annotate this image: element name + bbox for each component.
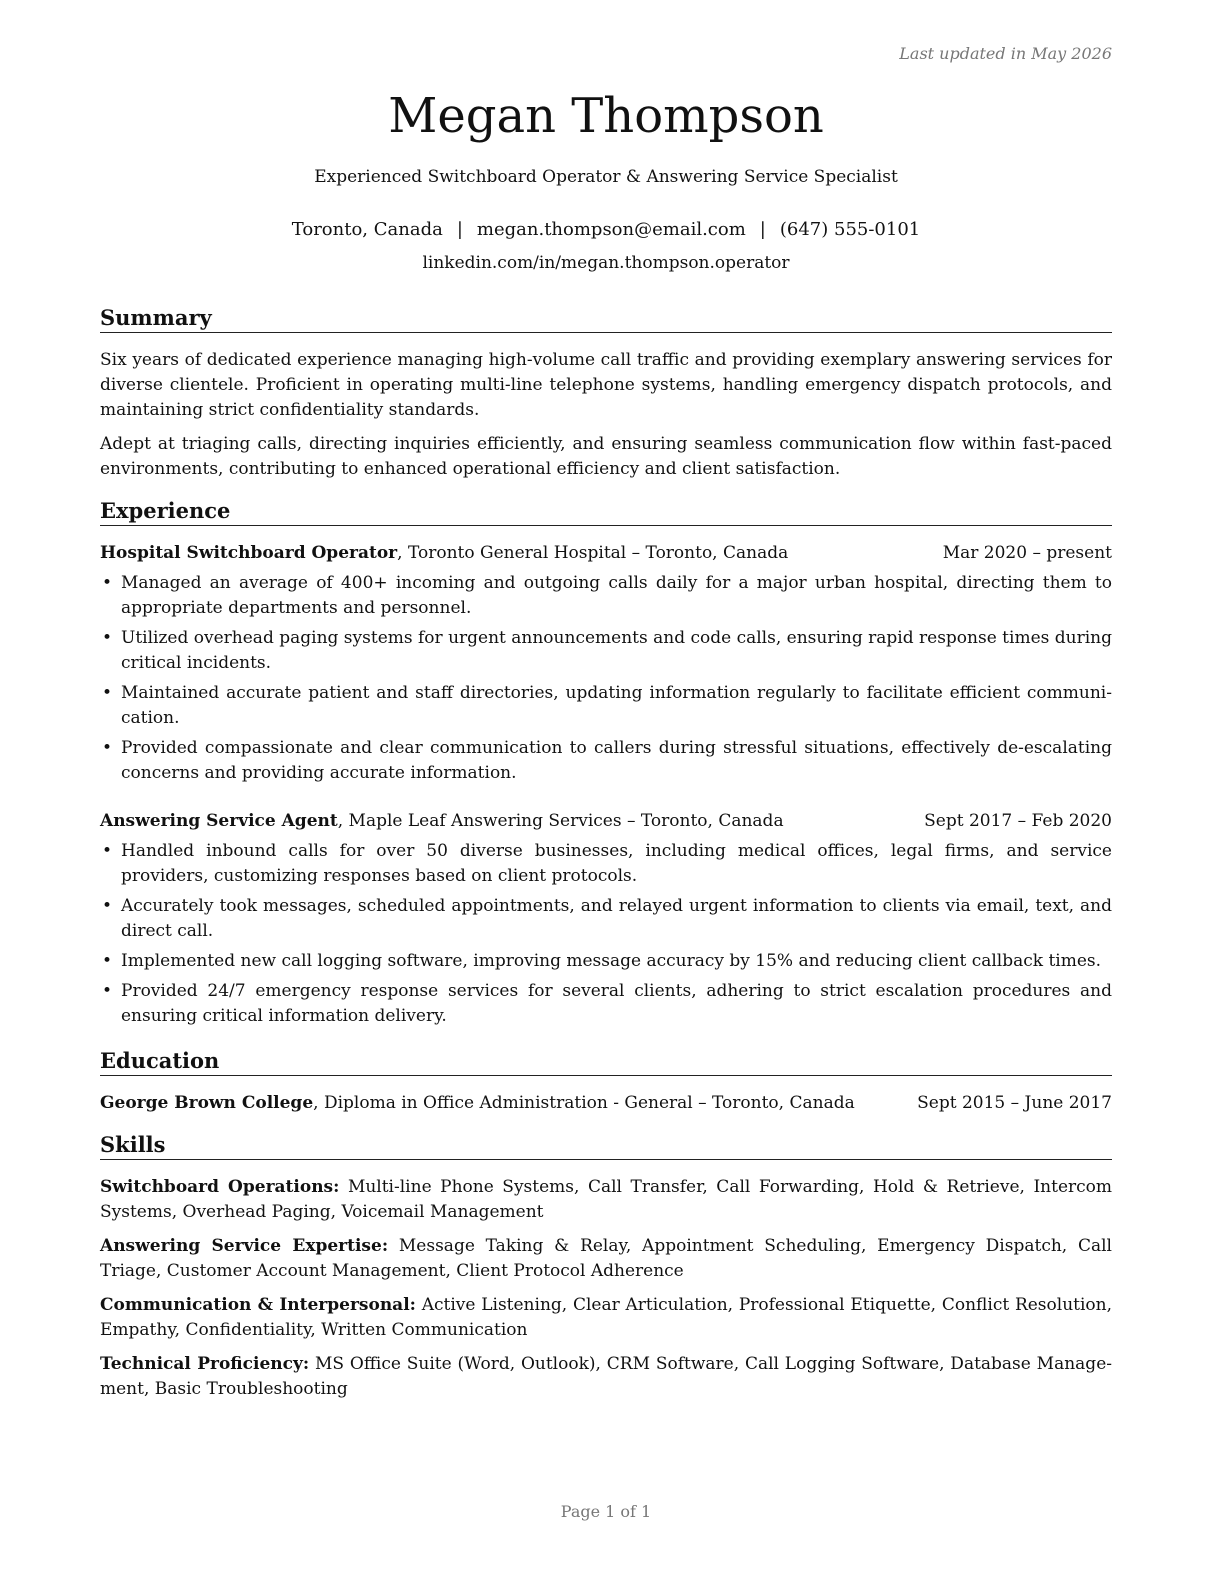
skill-group — [100, 1175, 1112, 1225]
skill-group-items: Message Taking & Relay, Appointment Scheduling, Emergency Dispatch, Call Triage, Customer Account Management, Client Protocol Adherence — [100, 1236, 1112, 1281]
skill-group-items: Multi-line Phone Systems, Call Transfer, Call Forwarding, Hold & Retrieve, Intercom Systems, Overhead Paging, Voicemail Management — [100, 1177, 1113, 1222]
job-title-line — [100, 809, 784, 834]
job-dates: Sept 2017 – Feb 2020 — [924, 811, 1112, 831]
list-item — [100, 949, 1112, 974]
bullet-icon: • — [102, 896, 113, 916]
bullet-text: Accurately took messages, scheduled appointments, and relayed urgent information to clients via email, text, and direct call. — [121, 896, 1112, 941]
job-title-line — [100, 541, 788, 566]
skill-group-label: Communication & Interpersonal: — [100, 1295, 416, 1315]
bullet-icon: • — [102, 573, 113, 593]
contact-phone[interactable]: (647) 555-0101 — [779, 219, 921, 240]
list-item — [100, 979, 1112, 1029]
contact-separator: | — [456, 219, 463, 240]
job-organization: , Maple Leaf Answering Services – Toronto, Canada — [337, 811, 784, 831]
bullet-text: Implemented new call logging software, improving message accuracy by 15% and reducing client callback times. — [121, 951, 1102, 971]
section-title-education: Education — [100, 1048, 1112, 1076]
job-header — [100, 809, 1112, 834]
last-updated-note: Last updated in May 2026 — [899, 44, 1112, 63]
bullet-icon: • — [102, 951, 113, 971]
page-number: Page 1 of 1 — [560, 1502, 652, 1521]
bullet-icon: • — [102, 628, 113, 648]
bullet-text: Utilized overhead paging systems for urgent announcements and code calls, ensuring rapid response times during critical incidents. — [121, 628, 1112, 673]
skill-group-label: Answering Service Expertise: — [100, 1236, 389, 1256]
skill-group — [100, 1234, 1112, 1284]
list-item — [100, 681, 1112, 731]
list-item — [100, 736, 1112, 786]
job-dates: Mar 2020 – present — [942, 543, 1112, 563]
summary-paragraph: Six years of dedicated experience managing high-volume call traffic and providing exemplary answering services for diverse clientele. Proficient in operating multi-line telephone systems, handling emergency dispatch protocols, and maintaining strict confidentiality standards. — [100, 350, 1112, 420]
job-header — [100, 541, 1112, 566]
bullet-icon: • — [102, 841, 113, 861]
contact-separator: | — [759, 219, 766, 240]
education-title-line — [100, 1091, 855, 1116]
bullet-icon: • — [102, 683, 113, 703]
section-title-experience: Experience — [100, 498, 1112, 526]
education-detail: , Diploma in Office Administration - General – Toronto, Canada — [313, 1093, 855, 1113]
bullet-icon: • — [102, 738, 113, 758]
job-role: Answering Service Agent — [100, 811, 338, 831]
bullet-text: Provided 24/7 emergency response services for several clients, adhering to strict escalation procedures and ensuring critical information delivery. — [121, 981, 1112, 1026]
candidate-name: Megan Thompson — [388, 88, 824, 144]
section-title-skills: Skills — [100, 1132, 1112, 1160]
job-organization: , Toronto General Hospital – Toronto, Canada — [397, 543, 789, 563]
list-item — [100, 894, 1112, 944]
education-school: George Brown College — [100, 1093, 314, 1113]
education-dates: Sept 2015 – June 2017 — [917, 1093, 1112, 1113]
job-bullet-list — [100, 839, 1112, 1034]
job-bullet-list — [100, 571, 1112, 791]
contact-location: Toronto, Canada — [291, 219, 443, 240]
skill-group-label: Technical Proficiency: — [100, 1354, 310, 1374]
education-entry — [100, 1091, 1112, 1116]
bullet-text: Managed an average of 400+ incoming and outgoing calls daily for a major urban hospital, directing them to appropriate departments and personnel. — [121, 573, 1112, 618]
list-item — [100, 626, 1112, 676]
candidate-headline: Experienced Switchboard Operator & Answering Service Specialist — [314, 167, 898, 187]
contact-line — [100, 219, 1112, 240]
bullet-text: Handled inbound calls for over 50 diverse businesses, including medical offices, legal firms, and service providers, customizing responses based on client protocols. — [121, 841, 1112, 886]
skill-group — [100, 1293, 1112, 1343]
skill-group-label: Switchboard Operations: — [100, 1177, 340, 1197]
bullet-text: Provided compassionate and clear communication to callers during stressful situations, effectively de-escalating concerns and providing accurate information. — [121, 738, 1112, 783]
job-role: Hospital Switchboard Operator — [100, 543, 398, 563]
contact-email[interactable]: megan.thompson@email.com — [476, 219, 746, 240]
bullet-icon: • — [102, 981, 113, 1001]
summary-paragraph: Adept at triaging calls, directing inquiries efficiently, and ensuring seamless communication flow within fast-paced environments, contributing to enhanced operational efficiency and client satisfaction. — [100, 434, 1112, 479]
resume-page — [100, 0, 1112, 1584]
skill-group-items: MS Office Suite (Word, Outlook), CRM Software, Call Logging Software, Database Management, Basic Troubleshooting — [100, 1354, 1113, 1399]
section-title-summary: Summary — [100, 305, 1112, 333]
skill-group-items: Active Listening, Clear Articulation, Professional Etiquette, Conflict Resolution, Empathy, Confidentiality, Written Communication — [100, 1295, 1113, 1340]
list-item — [100, 571, 1112, 621]
bullet-text: Maintained accurate patient and staff directories, updating information regularly to facilitate efficient communication. — [121, 683, 1112, 728]
list-item — [100, 839, 1112, 889]
contact-linkedin[interactable]: linkedin.com/in/megan.thompson.operator — [422, 253, 790, 273]
skill-group — [100, 1352, 1112, 1402]
